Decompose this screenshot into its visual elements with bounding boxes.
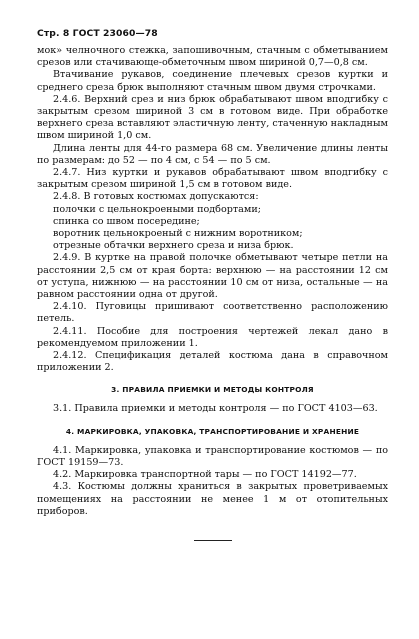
running-head: Стр. 8 ГОСТ 23060—78	[37, 28, 158, 39]
paragraph-2-4-12: 2.4.12. Спецификация деталей костюма дана в справочном приложении 2.	[37, 350, 388, 374]
list-item: полочки с цельнокроеными подбортами;	[53, 203, 261, 215]
list-item: отрезные обтачки верхнего среза и низа брюк.	[53, 240, 294, 252]
section-4-heading: 4. МАРКИРОВКА, УПАКОВКА, ТРАНСПОРТИРОВАНИЕ И ХРАНЕНИЕ	[65, 426, 360, 436]
list-item: воротник цельнокроеный с нижним воротником;	[53, 228, 303, 240]
paragraph-3-1: 3.1. Правила приемки и методы контроля — по ГОСТ 4103—63.	[53, 403, 378, 415]
paragraph-4-1: 4.1. Маркировка, упаковка и транспортирование костюмов — по ГОСТ 19159—73.	[37, 444, 388, 468]
end-rule	[194, 540, 232, 541]
paragraph-2-4-9: 2.4.9. В куртке на правой полочке обметывают четыре петли на расстоянии 2,5 см от края борта: верхнюю — на расстоянии 12 см от уступа, нижнюю — на расстоянии 10 см от низа, остальные — на равном расстоянии одна от другой.	[37, 252, 388, 301]
section-3-heading: 3. ПРАВИЛА ПРИЕМКИ И МЕТОДЫ КОНТРОЛЯ	[111, 385, 314, 395]
paragraph-2-4-7: 2.4.7. Низ куртки и рукавов обрабатывают швом вподгибку с закрытым срезом шириной 1,5 см в готовом виде.	[37, 167, 388, 191]
paragraph: Длина ленты для 44-го размера 68 см. Увеличение длины ленты по размерам: до 52 — по 4 см, с 54 — по 5 см.	[37, 142, 388, 166]
paragraph: Втачивание рукавов, соединение плечевых срезов куртки и среднего среза брюк выполняют стачным швом двумя строчками.	[37, 69, 388, 93]
paragraph-2-4-11: 2.4.11. Пособие для построения чертежей лекал дано в рекомендуемом приложении 1.	[37, 325, 388, 349]
paragraph-2-4-8: 2.4.8. В готовых костюмах допускаются:	[53, 191, 259, 203]
paragraph-4-3: 4.3. Костюмы должны храниться в закрытых проветриваемых помещениях на расстоянии не менее 1 м от отопительных приборов.	[37, 481, 388, 517]
body-text	[37, 45, 388, 518]
paragraph-2-4-10: 2.4.10. Пуговицы пришивают соответственно расположению петель.	[37, 301, 388, 325]
paragraph: мок» челночного стежка, запошивочным, стачным с обметыванием срезов или стачивающе-обметочным швом шириной 0,7—0,8 см.	[37, 45, 388, 69]
list-item: спинка со швом посередине;	[53, 215, 200, 227]
paragraph-2-4-6: 2.4.6. Верхний срез и низ брюк обрабатывают швом вподгибку с закрытым срезом шириной 3 см в готовом виде. При обработке верхнего среза вставляют эластичную ленту, стаченную накладным швом шириной 1,0 см.	[37, 93, 388, 142]
paragraph-4-2: 4.2. Маркировка транспортной тары — по ГОСТ 14192—77.	[53, 469, 357, 481]
